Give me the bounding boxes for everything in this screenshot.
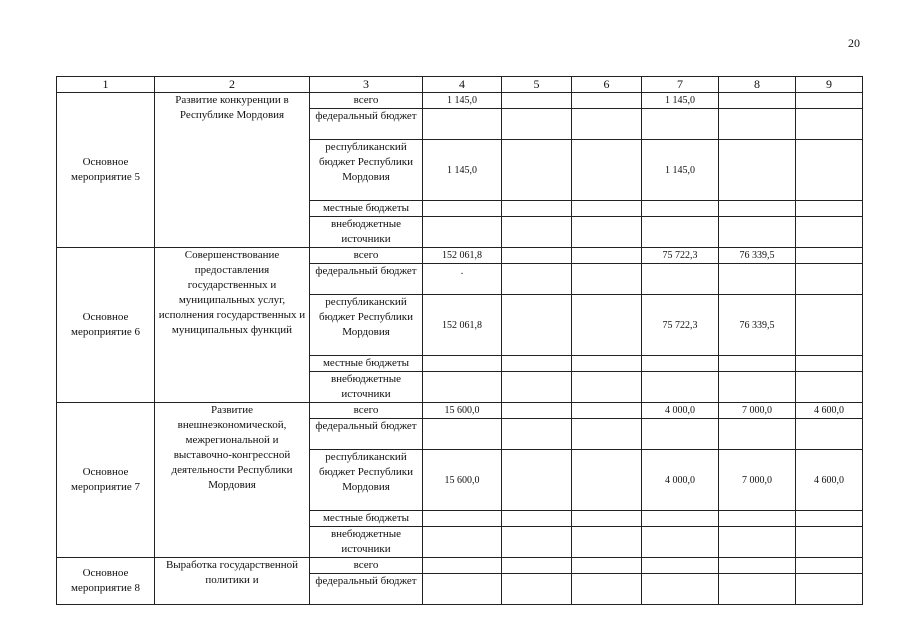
value-cell — [502, 93, 572, 109]
value-cell — [572, 264, 642, 295]
source-label: всего — [310, 93, 423, 109]
page-number: 20 — [848, 36, 860, 50]
value-cell — [572, 558, 642, 574]
source-label: федеральный бюджет — [310, 419, 423, 450]
value-cell — [796, 356, 863, 372]
activity-title: Совершенствование предоставления государственных и муниципальных услуг, исполнения государственных и муниципальных функций — [155, 248, 310, 403]
value-cell: 1 145,0 — [642, 93, 719, 109]
value-cell — [502, 558, 572, 574]
source-label: федеральный бюджет — [310, 574, 423, 605]
activity-name: Основное мероприятие 7 — [57, 403, 155, 558]
source-label: местные бюджеты — [310, 511, 423, 527]
value-cell — [796, 295, 863, 356]
value-cell — [502, 264, 572, 295]
header-cell: 1 — [57, 77, 155, 93]
value-cell — [719, 356, 796, 372]
value-cell: 7 000,0 — [719, 450, 796, 511]
value-cell — [572, 140, 642, 201]
source-label: федеральный бюджет — [310, 109, 423, 140]
value-cell — [719, 109, 796, 140]
value-cell — [423, 574, 502, 605]
source-label: всего — [310, 403, 423, 419]
table-row — [57, 403, 863, 419]
value-cell — [572, 248, 642, 264]
value-cell — [502, 295, 572, 356]
value-cell — [502, 527, 572, 558]
value-cell — [719, 574, 796, 605]
value-cell — [642, 264, 719, 295]
value-cell — [502, 109, 572, 140]
value-cell — [423, 558, 502, 574]
value-cell — [572, 201, 642, 217]
value-cell: 152 061,8 — [423, 248, 502, 264]
value-cell — [719, 372, 796, 403]
value-cell: 15 600,0 — [423, 403, 502, 419]
value-cell — [572, 511, 642, 527]
source-label: внебюджетные источники — [310, 527, 423, 558]
value-cell — [642, 527, 719, 558]
source-label: всего — [310, 248, 423, 264]
value-cell — [642, 419, 719, 450]
value-cell: . — [423, 264, 502, 295]
header-cell: 7 — [642, 77, 719, 93]
value-cell — [502, 450, 572, 511]
value-cell: 75 722,3 — [642, 295, 719, 356]
value-cell — [572, 295, 642, 356]
activity-name: Основное мероприятие 6 — [57, 248, 155, 403]
value-cell — [502, 201, 572, 217]
value-cell: 1 145,0 — [423, 140, 502, 201]
value-cell — [796, 93, 863, 109]
table-row — [57, 248, 863, 264]
source-label: республиканский бюджет Республики Мордовия — [310, 295, 423, 356]
value-cell — [423, 217, 502, 248]
value-cell — [796, 527, 863, 558]
value-cell — [796, 248, 863, 264]
value-cell — [642, 558, 719, 574]
value-cell — [423, 109, 502, 140]
value-cell — [572, 419, 642, 450]
header-cell: 6 — [572, 77, 642, 93]
source-label: внебюджетные источники — [310, 217, 423, 248]
value-cell: 7 000,0 — [719, 403, 796, 419]
header-cell: 9 — [796, 77, 863, 93]
value-cell — [796, 511, 863, 527]
value-cell — [719, 140, 796, 201]
value-cell — [796, 574, 863, 605]
value-cell — [642, 372, 719, 403]
value-cell — [642, 109, 719, 140]
source-label: всего — [310, 558, 423, 574]
value-cell: 76 339,5 — [719, 295, 796, 356]
source-label: республиканский бюджет Республики Мордовия — [310, 450, 423, 511]
source-label: внебюджетные источники — [310, 372, 423, 403]
value-cell — [423, 527, 502, 558]
value-cell — [572, 403, 642, 419]
value-cell — [572, 574, 642, 605]
value-cell — [423, 372, 502, 403]
value-cell — [642, 356, 719, 372]
source-label: федеральный бюджет — [310, 264, 423, 295]
activity-name: Основное мероприятие 5 — [57, 93, 155, 248]
value-cell — [502, 403, 572, 419]
value-cell — [642, 217, 719, 248]
value-cell: 1 145,0 — [423, 93, 502, 109]
value-cell — [502, 419, 572, 450]
value-cell — [572, 527, 642, 558]
value-cell: 4 600,0 — [796, 403, 863, 419]
value-cell — [502, 511, 572, 527]
header-row — [57, 77, 863, 93]
value-cell — [572, 450, 642, 511]
value-cell — [502, 217, 572, 248]
value-cell: 4 000,0 — [642, 450, 719, 511]
value-cell: 75 722,3 — [642, 248, 719, 264]
value-cell: 152 061,8 — [423, 295, 502, 356]
value-cell — [796, 558, 863, 574]
header-cell: 8 — [719, 77, 796, 93]
value-cell: 4 600,0 — [796, 450, 863, 511]
value-cell — [502, 574, 572, 605]
value-cell — [719, 201, 796, 217]
value-cell — [572, 356, 642, 372]
value-cell — [572, 217, 642, 248]
source-label: местные бюджеты — [310, 201, 423, 217]
value-cell — [796, 201, 863, 217]
budget-table — [56, 76, 863, 605]
value-cell — [572, 109, 642, 140]
value-cell — [796, 372, 863, 403]
value-cell — [572, 93, 642, 109]
value-cell — [796, 109, 863, 140]
header-cell: 2 — [155, 77, 310, 93]
value-cell — [719, 93, 796, 109]
value-cell — [423, 511, 502, 527]
value-cell — [719, 527, 796, 558]
value-cell — [796, 217, 863, 248]
value-cell: 76 339,5 — [719, 248, 796, 264]
activity-name: Основное мероприятие 8 — [57, 558, 155, 605]
value-cell — [719, 217, 796, 248]
value-cell: 15 600,0 — [423, 450, 502, 511]
value-cell — [572, 372, 642, 403]
value-cell — [719, 558, 796, 574]
header-cell: 4 — [423, 77, 502, 93]
value-cell — [719, 511, 796, 527]
table-row — [57, 558, 863, 574]
value-cell: 1 145,0 — [642, 140, 719, 201]
value-cell — [502, 372, 572, 403]
source-label: местные бюджеты — [310, 356, 423, 372]
value-cell — [423, 356, 502, 372]
value-cell — [796, 264, 863, 295]
value-cell — [719, 264, 796, 295]
value-cell — [796, 419, 863, 450]
value-cell — [502, 356, 572, 372]
activity-title: Выработка государственной политики и — [155, 558, 310, 605]
source-label: республиканский бюджет Республики Мордовия — [310, 140, 423, 201]
value-cell — [642, 201, 719, 217]
value-cell — [502, 140, 572, 201]
activity-title: Развитие внешнеэкономической, межрегиональной и выставочно-конгрессной деятельности Республики Мордовия — [155, 403, 310, 558]
value-cell — [423, 419, 502, 450]
value-cell — [423, 201, 502, 217]
value-cell — [719, 419, 796, 450]
activity-title: Развитие конкуренции в Республике Мордовия — [155, 93, 310, 248]
header-cell: 5 — [502, 77, 572, 93]
value-cell: 4 000,0 — [642, 403, 719, 419]
value-cell — [796, 140, 863, 201]
table-row — [57, 93, 863, 109]
header-cell: 3 — [310, 77, 423, 93]
value-cell — [642, 574, 719, 605]
value-cell — [502, 248, 572, 264]
value-cell — [642, 511, 719, 527]
